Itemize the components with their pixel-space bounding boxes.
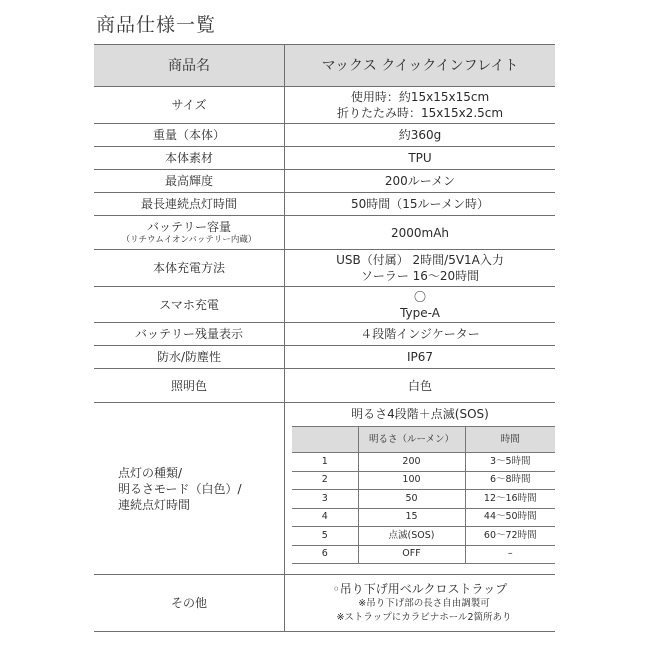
other-note: ※吊り下げ部の長さ自由調製可 — [358, 598, 490, 609]
modes-cell: 6〜8時間 — [465, 471, 555, 490]
modes-cell: – — [465, 545, 555, 564]
modes-row — [292, 471, 555, 490]
spec-row-phone-charge — [94, 287, 555, 323]
modes-cell: 1 — [292, 453, 358, 472]
spec-label-sub: （リチウムイオンバッテリー内蔵） — [121, 235, 257, 245]
spec-label: 防水/防塵性 — [94, 346, 285, 369]
modes-cell: 15 — [358, 508, 465, 527]
spec-row-size — [94, 87, 555, 124]
spec-row-weight — [94, 124, 555, 147]
page-title: 商品仕様一覧 — [96, 14, 217, 36]
modes-cell: OFF — [358, 545, 465, 564]
modes-row — [292, 490, 555, 509]
spec-value — [285, 403, 556, 575]
spec-row-other — [94, 575, 555, 632]
modes-cell: 2 — [292, 471, 358, 490]
modes-cell: 100 — [358, 471, 465, 490]
modes-cell: 60〜72時間 — [465, 527, 555, 546]
spec-row-modes — [94, 403, 555, 575]
spec-value-line: 〇 — [413, 289, 426, 304]
spec-value: 200ルーメン — [285, 170, 556, 193]
spec-label — [94, 216, 285, 250]
spec-row-runtime — [94, 193, 555, 216]
modes-cell: 3〜5時間 — [465, 453, 555, 472]
spec-row-waterproof — [94, 346, 555, 369]
other-note: ※ストラップにカラビナホール2箇所あり — [336, 612, 512, 623]
modes-row — [292, 527, 555, 546]
modes-table — [292, 426, 555, 564]
modes-cell: 44〜50時間 — [465, 508, 555, 527]
spec-header-row — [94, 45, 555, 87]
spec-value-line: 折りたたみ時：15x15x2.5cm — [336, 106, 504, 120]
spec-table — [94, 44, 555, 632]
modes-col-header: 時間 — [465, 427, 555, 453]
spec-value: TPU — [285, 147, 556, 170]
other-line: ◦吊り下げ用ベルクロストラップ — [332, 582, 508, 596]
spec-label-main: バッテリー容量 — [146, 220, 231, 234]
modes-label-line: 連続点灯時間 — [118, 497, 191, 512]
spec-value: 約360g — [285, 124, 556, 147]
modes-row — [292, 453, 555, 472]
spec-label: 照明色 — [94, 369, 285, 403]
spec-value-line: Type-A — [400, 305, 440, 320]
modes-cell: 50 — [358, 490, 465, 509]
spec-row-color — [94, 369, 555, 403]
modes-cell: 6 — [292, 545, 358, 564]
spec-value — [285, 287, 556, 323]
modes-col-header — [292, 427, 358, 453]
modes-label-line: 明るさモード（白色）/ — [118, 481, 242, 496]
spec-label: サイズ — [94, 87, 285, 124]
spec-value: ４段階インジケーター — [285, 323, 556, 346]
spec-row-battery — [94, 216, 555, 250]
spec-label: 最高輝度 — [94, 170, 285, 193]
spec-label: 最長連続点灯時間 — [94, 193, 285, 216]
spec-value — [285, 87, 556, 124]
spec-value: 2000mAh — [285, 216, 556, 250]
modes-cell: 3 — [292, 490, 358, 509]
spec-label: 本体素材 — [94, 147, 285, 170]
spec-label: 本体充電方法 — [94, 250, 285, 287]
modes-header-row — [292, 427, 555, 453]
spec-value-line: 使用時：約15x15x15cm — [350, 90, 490, 104]
modes-cell: 200 — [358, 453, 465, 472]
spec-value — [285, 575, 556, 632]
modes-row — [292, 545, 555, 564]
spec-label: 重量（本体） — [94, 124, 285, 147]
spec-header-value: マックス クイックインフレイト — [285, 45, 556, 87]
spec-row-charging — [94, 250, 555, 287]
modes-cell: 5 — [292, 527, 358, 546]
spec-row-material — [94, 147, 555, 170]
spec-value: IP67 — [285, 346, 556, 369]
modes-cell: 12〜16時間 — [465, 490, 555, 509]
spec-row-indicator — [94, 323, 555, 346]
modes-row — [292, 508, 555, 527]
modes-label-line: 点灯の種類/ — [118, 465, 183, 480]
modes-title: 明るさ4段階＋点滅(SOS) — [351, 407, 489, 421]
spec-value — [285, 250, 556, 287]
spec-value: 白色 — [285, 369, 556, 403]
spec-label: スマホ充電 — [94, 287, 285, 323]
modes-cell: 4 — [292, 508, 358, 527]
spec-row-brightness — [94, 170, 555, 193]
spec-label — [94, 403, 285, 575]
spec-label: バッテリー残量表示 — [94, 323, 285, 346]
modes-col-header: 明るさ（ルーメン） — [358, 427, 465, 453]
spec-value: 50時間（15ルーメン時） — [285, 193, 556, 216]
spec-header-label: 商品名 — [94, 45, 285, 87]
spec-label: その他 — [94, 575, 285, 632]
spec-value-line: ソーラー 16〜20時間 — [360, 269, 480, 283]
modes-cell: 点滅(SOS) — [358, 527, 465, 546]
spec-value-line: USB（付属） 2時間/5V1A入力 — [336, 253, 504, 267]
